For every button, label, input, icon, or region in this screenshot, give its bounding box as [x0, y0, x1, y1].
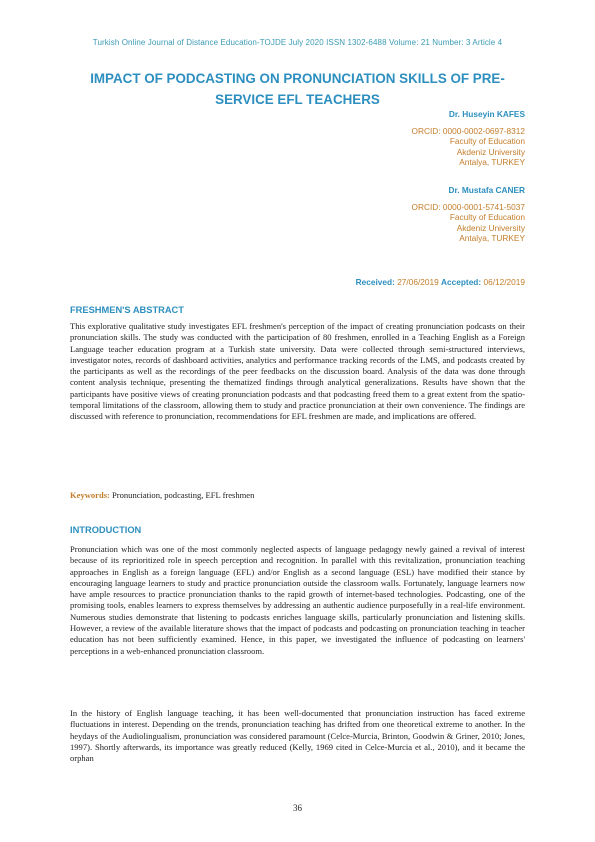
abstract-text: This explorative qualitative study investigates EFL freshmen's perception of the impact of creating pronunciation podcasts on their pronunciation skills. The study was conducted with the participation of 80 freshmen, enrolled in a Teaching English as a Foreign Language teacher education program at a Turkish state university. Data were collected through semi-structured interviews, investigator notes, records of dashboard activities, analytics and performance tracking records of the LMS, and podcasts created by the participants as well as the recordings of the peer feedbacks on the discussion board. Analysis of the data was done through content analysis technique, presenting the thematized findings through analytical generalizations. Results have shown that the participants have positive views of creating pronunciation podcasts and that podcasting freed them to a great extent from the spatio-temporal limitations of the classroom, allowing them to study and practice pronunciation at their own convenience. The findings are discussed with reference to pronunciation, recommendations for EFL freshmen are made, and implications are offered. — [70, 321, 525, 422]
author-block-2 — [265, 185, 525, 244]
received-date: 27/06/2019 — [397, 277, 439, 287]
keywords — [70, 490, 525, 500]
keywords-label: Keywords: — [70, 490, 110, 500]
author-location: Antalya, TURKEY — [459, 233, 525, 244]
author-orcid: ORCID: 0000-0001-5741-5037 — [411, 201, 525, 212]
author-block-1 — [265, 109, 525, 168]
received-label: Received: — [355, 277, 395, 287]
author-location: Antalya, TURKEY — [459, 157, 525, 168]
author-university: Akdeniz University — [456, 146, 525, 157]
author-name: Dr. Mustafa CANER — [448, 185, 525, 195]
author-faculty: Faculty of Education — [449, 136, 525, 147]
author-university: Akdeniz University — [456, 222, 525, 233]
accepted-date: 06/12/2019 — [483, 277, 525, 287]
introduction-heading: INTRODUCTION — [70, 525, 142, 535]
keywords-text: Pronunciation, podcasting, EFL freshmen — [112, 490, 255, 500]
author-orcid: ORCID: 0000-0002-0697-8312 — [411, 125, 525, 136]
abstract-heading: FRESHMEN'S ABSTRACT — [70, 305, 184, 315]
article-dates — [356, 277, 525, 287]
article-title: IMPACT OF PODCASTING ON PRONUNCIATION SKILLS OF PRE-SERVICE EFL TEACHERS — [90, 71, 505, 107]
author-faculty: Faculty of Education — [449, 212, 525, 223]
author-name: Dr. Huseyin KAFES — [448, 109, 525, 119]
accepted-label: Accepted: — [441, 277, 482, 287]
introduction-paragraph-2: In the history of English language teaching, it has been well-documented that pronunciation instruction has faced extreme fluctuations in interest. Depending on the trends, pronunciation teaching has drifted from one theoretical extreme to another. In the heydays of the Audiolingualism, pronunciation was considered paramount (Celce-Murcia, Brinton, Goodwin & Griner, 2010; Jones, 1997). Shortly afterwards, its importance was greatly reduced (Kelly, 1969 cited in Celce-Murcia et al., 2010), and it became the orphan — [70, 708, 525, 764]
page-number: 36 — [293, 803, 302, 813]
journal-header: Turkish Online Journal of Distance Education-TOJDE July 2020 ISSN 1302-6488 Volume: 21 Number: 3 Article 4 — [92, 38, 503, 47]
introduction-paragraph-1: Pronunciation which was one of the most commonly neglected aspects of language pedagogy newly gained a revival of interest because of its reprioritized role in speech perception and recognition. In parallel with this revitalization, pronunciation teaching approaches in English as a foreign language (EFL) and/or English as a second language (ESL) have modified their stance by encouraging language learners to study and practice pronunciation outside the classroom walls. Fortunately, language learners now have ample resources to practice pronunciation thanks to the rapid growth of internet-based technologies. Podcasting, one of the promising tools, enables learners to express themselves by addressing an authentic audience purposefully in a real-life environment. Numerous studies demonstrate that listening to podcasts enriches language skills, particularly pronunciation and listening skills. However, a review of the available literature shows that the impact of podcasts and podcasting on pronunciation teaching in teacher education has not been sufficiently examined. Hence, in this paper, we investigated the influence of podcasting on learners' perceptions in a web-enhanced pronunciation classroom. — [70, 544, 525, 656]
